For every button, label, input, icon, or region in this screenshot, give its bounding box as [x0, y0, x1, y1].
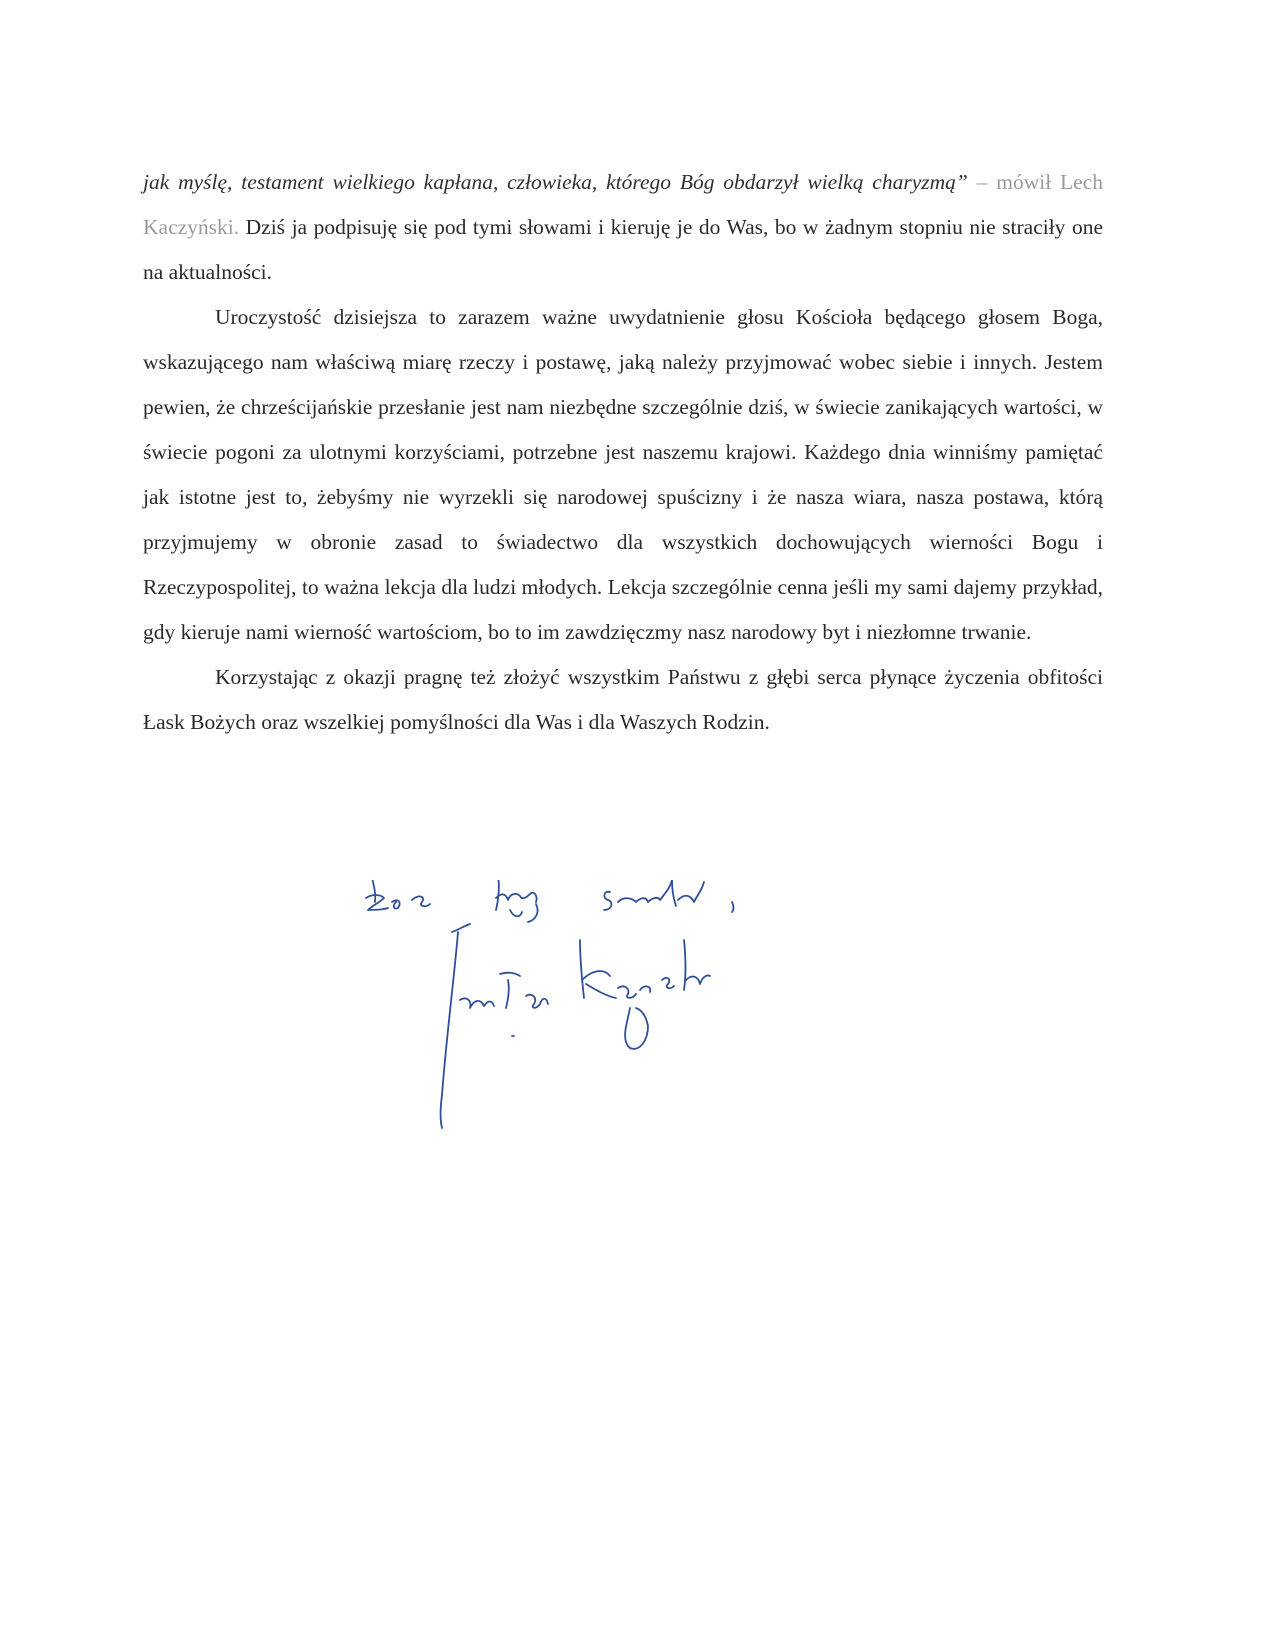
attribution-text: – mówił Lech Kaczyński.	[143, 170, 1103, 239]
signature-drawing	[360, 880, 780, 1140]
paragraph-1-rest: Dziś ja podpisuję się pod tymi słowami i kieruję je do Was, bo w żadnym stopniu nie straciły one na aktualności.	[143, 215, 1103, 284]
quoted-text: jak myślę, testament wielkiego kapłana, człowieka, którego Bóg obdarzył wielką charyzmą”	[143, 170, 968, 194]
handwritten-signature	[360, 880, 780, 1140]
paragraph-2: Uroczystość dzisiejsza to zarazem ważne uwydatnienie głosu Kościoła będącego głosem Boga, wskazującego nam właściwą miarę rzeczy i postawę, jaką należy przyjmować wobec siebie i innych. Jestem pewien, że chrześcijańskie przesłanie jest nam niezbędne szczególnie dziś, w świecie zanikających wartości, w świecie pogoni za ulotnymi korzyściami, potrzebne jest naszemu krajowi. Każdego dnia winniśmy pamiętać jak istotne jest to, żebyśmy nie wyrzekli się narodowej spuścizny i że nasza wiara, nasza postawa, którą przyjmujemy w obronie zasad to świadectwo dla wszystkich dochowujących wierności Bogu i Rzeczypospolitej, to ważna lekcja dla ludzi młodych. Lekcja szczególnie cenna jeśli my sami dajemy przykład, gdy kieruje nami wierność wartościom, bo to im zawdzięczmy nasz narodowy byt i niezłomne trwanie.	[143, 305, 1103, 644]
paragraph-3: Korzystając z okazji pragnę też złożyć wszystkim Państwu z głębi serca płynące życzenia obfitości Łask Bożych oraz wszelkiej pomyślności dla Was i dla Waszych Rodzin.	[143, 665, 1103, 734]
paragraph-1	[143, 160, 1103, 295]
letter-body	[143, 160, 1103, 745]
